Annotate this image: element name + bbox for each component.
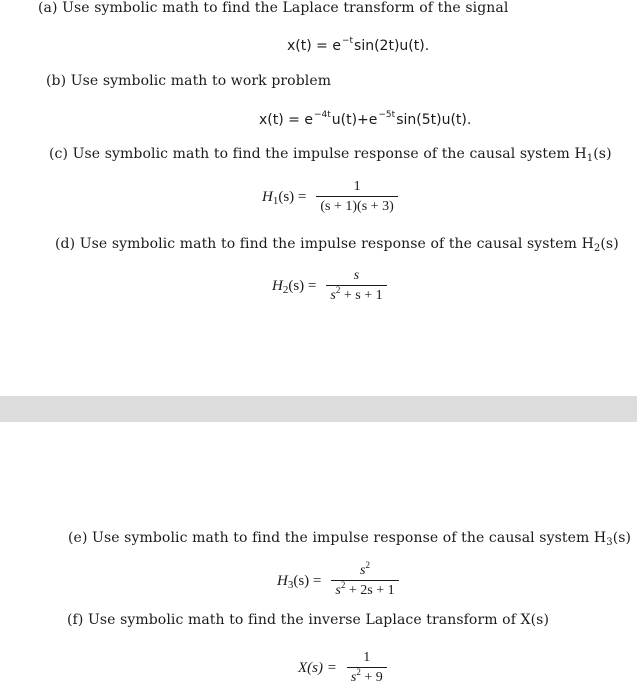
part-d-transfer-function: $H_2(s)$ = $\frac{s}{s^2 + s + 1}$ xyxy=(272,268,387,304)
problem-panel-bottom xyxy=(0,422,637,700)
part-c-label: (c) Use symbolic math to find the impulse response of the causal system $H_1(s)$ xyxy=(49,146,612,164)
part-b-equation: $x(t) = e^{-4t}u(t)+e^{-5t}\sin(5t)u(t)$. xyxy=(259,110,472,128)
part-f-transform: X(s) = $\frac{1}{s^2 + 9}$ xyxy=(298,650,387,686)
part-e-label: (e) Use symbolic math to find the impulse response of the causal system $H_3(s)$ xyxy=(68,530,632,548)
part-f-label: (f) Use symbolic math to find the inverse Laplace transform of X(s) xyxy=(67,612,550,628)
part-b-label: (b) Use symbolic math to work problem xyxy=(46,73,332,89)
part-e-transfer-function: $H_3(s)$ = $\frac{s^2}{s^2 + 2s + 1}$ xyxy=(277,563,399,599)
part-d-label: (d) Use symbolic math to find the impulse response of the causal system $H_2(s)$ xyxy=(55,236,619,254)
part-a-equation: $x(t) = e^{-t}\sin(2t)u(t)$. xyxy=(287,36,430,54)
part-a-label: (a) Use symbolic math to find the Laplace transform of the signal xyxy=(38,0,509,16)
page-separator xyxy=(0,396,637,422)
part-c-transfer-function: $H_1(s)$ = $\frac{1}{(s + 1)(s + 3)}$ xyxy=(262,179,398,215)
